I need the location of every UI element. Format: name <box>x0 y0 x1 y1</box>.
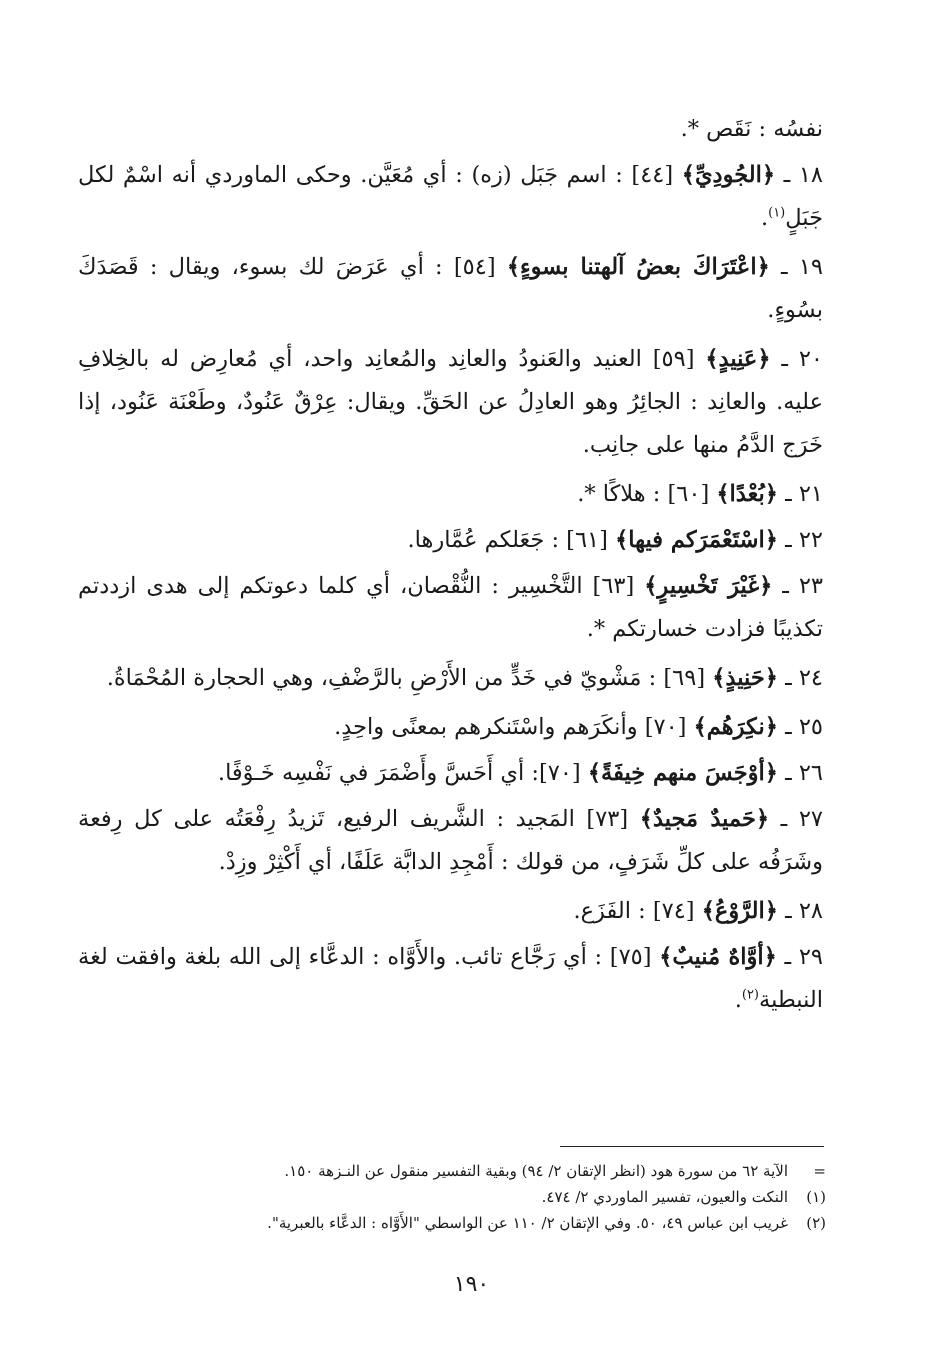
entry-keyword: ﴿أوَّاهٌ مُنيبٌ﴾ <box>659 944 777 970</box>
footnote-divider <box>560 1146 824 1147</box>
entry-24 <box>78 657 823 700</box>
footnote-ref: (١) <box>768 205 786 221</box>
entry-gloss: [٧٠] وأنكَرَهم واسْتَنكرهم بمعنًى واحِدٍ. <box>334 714 694 740</box>
entry-27 <box>78 798 823 884</box>
entry-26 <box>78 752 823 795</box>
entry-number: ٢٧ ـ <box>769 806 823 832</box>
entry-number: ١٩ ـ <box>769 254 823 280</box>
main-text <box>78 108 823 1028</box>
entry-number: ٢٢ ـ <box>777 527 823 553</box>
entry-keyword: ﴿عَنِيدٍ﴾ <box>705 346 771 372</box>
entry-keyword: ﴿الرَّوْعُ﴾ <box>701 898 778 924</box>
entry-keyword: ﴿بُعْدًا﴾ <box>716 481 778 507</box>
entry-number: ٢٨ ـ <box>777 898 823 924</box>
footnote-text: النكت والعيون، تفسير الماوردي ٢/ ٤٧٤. <box>541 1188 788 1206</box>
entry-gloss: [٧٤] : الفَزَع. <box>573 898 702 924</box>
entry-keyword: ﴿نكِرَهُم﴾ <box>693 714 778 740</box>
entry-22 <box>78 519 823 562</box>
entry-number: ٢١ ـ <box>777 481 823 507</box>
entry-gloss: [٥٤] : أي عَرَضَ لك بسوء، ويقال : قَصَدَكَ بسُوءٍ. <box>78 254 823 323</box>
entry-number: ٢٠ ـ <box>770 346 823 372</box>
entry-29 <box>78 936 823 1022</box>
entry-number: ٢٥ ـ <box>777 714 823 740</box>
entry-gloss: [٥٩] العنيد والعَنودُ والعانِد والمُعانِد واحد، أي مُعارِض له بالخِلافِ عليه. والعانِد : الجائِرُ وهو العادِلُ عن الحَقِّ. ويقال: عِرْقٌ عَنُودٌ، وطَعْنَة عَنُود، إذا خَرَج الدَّمُ منها على جانِب. <box>78 346 823 458</box>
entry-23 <box>78 565 823 651</box>
footnote-mark: (٢) <box>806 1214 826 1232</box>
footnote-item <box>150 1184 826 1210</box>
entry-number: ٢٣ ـ <box>772 573 823 599</box>
entry-tail: . <box>734 987 742 1013</box>
entry-keyword: ﴿حَنِيذٍ﴾ <box>712 665 778 691</box>
entry-keyword: ﴿أوْجَسَ منهم خِيفَةً﴾ <box>587 760 778 786</box>
footnote-mark: = <box>813 1162 826 1180</box>
entry-keyword: ﴿غَيْرَ تَخْسِيرٍ﴾ <box>644 573 773 599</box>
entry-number: ٢٤ ـ <box>777 665 823 691</box>
entry-number: ٢٦ ـ <box>777 760 823 786</box>
entry-21 <box>78 473 823 516</box>
entry-gloss: [٦٠] : هلاكًا *. <box>577 481 717 507</box>
entry-keyword: ﴿الجُودِيِّ﴾ <box>681 162 776 188</box>
entry-number: ٢٩ ـ <box>776 944 823 970</box>
entry-19 <box>78 246 823 332</box>
footnotes <box>150 1158 826 1236</box>
entry-28 <box>78 890 823 933</box>
entry-gloss: [٦٣] التَّخْسِير : النُّقْصان، أي كلما دعوتكم إلى هدى ازددتم تكذيبًا فزادت خسارتكم *. <box>78 573 823 642</box>
entry-number: ١٨ ـ <box>775 162 823 188</box>
entry-gloss: [٤٤] : اسم جَبَل (زه) : أي مُعَيَّن. وحكى الماوردي أنه اسْمٌ لكل جَبَلٍ <box>78 162 823 231</box>
entry-keyword: ﴿اعْتَرَاكَ بعضُ آلهتنا بسوءٍ﴾ <box>506 254 770 280</box>
entry-gloss: [٧٣] المَجيد : الشَّريف الرفيع، تَزيدُ رِفْعَتُه على كل رِفعة وشَرَفُه على كلِّ شَرَفٍ، من قولك : أَمْجِدِ الدابَّة عَلَفًا، أي أَكْثِرْ وزِدْ. <box>78 806 823 875</box>
page-number: ١٩٠ <box>453 1272 490 1297</box>
entry-gloss: [٧٥] : أي رَجَّاع تائب. والأَوَّاه : الدعَّاء إلى الله بلغة وافقت لغة النبطية <box>78 944 823 1013</box>
footnote-item <box>150 1210 826 1236</box>
entry-20 <box>78 338 823 467</box>
entry-gloss: [٦٩] : مَشْويّ في خَدٍّ من الأَرْضِ بالرَّضْفِ، وهي الحجارة المُحْمَاةُ. <box>106 665 713 691</box>
entry-continuation <box>78 108 823 151</box>
entry-tail: . <box>760 205 769 231</box>
entry-keyword: ﴿اسْتَعْمَرَكم فيها﴾ <box>615 527 778 553</box>
footnote-item <box>150 1158 826 1184</box>
footnote-mark: (١) <box>806 1188 826 1206</box>
entry-18 <box>78 154 823 240</box>
entry-text: نفسُه : نَقَص *. <box>680 116 823 142</box>
entry-gloss: [٧٠]: أي أَحَسَّ وأَضْمَرَ في نَفْسِه خَـوْفًا. <box>217 760 588 786</box>
entry-gloss: [٦١] : جَعَلكم عُمَّارها. <box>407 527 616 553</box>
entry-keyword: ﴿حَميدٌ مَجيدٌ﴾ <box>639 806 770 832</box>
footnote-text: غريب ابن عباس ٤٩، ٥٠. وفي الإتقان ٢/ ١١٠ عن الواسطي "الأَوَّاه : الدعَّاء بالعبرية". <box>267 1214 788 1232</box>
footnote-text: الآية ٦٢ من سورة هود (انظر الإتقان ٢/ ٩٤) وبقية التفسير منقول عن النـزهة ١٥٠. <box>284 1162 788 1180</box>
footnote-ref: (٢) <box>741 987 759 1003</box>
entry-25 <box>78 706 823 749</box>
